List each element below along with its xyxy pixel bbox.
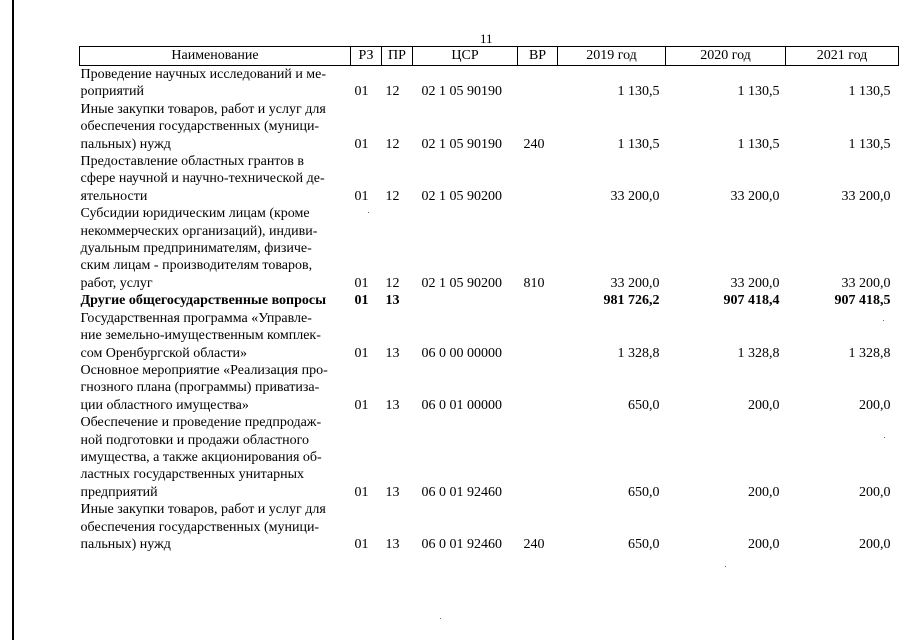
- value-2019-cell: 1 328,8: [617, 345, 660, 361]
- value-2021-cell: 1 130,5: [848, 84, 891, 100]
- rz-cell: 01: [354, 536, 369, 552]
- name-cell: Государственная программа «Управле- ние земельно-имущественным комплек- сом Оренбургской области»: [80, 310, 321, 361]
- value-2021-cell: 907 418,5: [834, 293, 891, 309]
- name-cell: Основное мероприятие «Реализация про- гнозного плана (программы) приватиза- ции областного имущества»: [80, 362, 328, 413]
- csr-cell: [413, 292, 518, 309]
- table-row: [80, 310, 899, 362]
- value-2020-cell: 907 418,4: [723, 293, 780, 309]
- name-cell: Иные закупки товаров, работ и услуг для обеспечения государственных (муници- пальных) нужд: [80, 101, 326, 152]
- pr-cell: 12: [385, 136, 400, 152]
- vr-cell: [518, 153, 558, 205]
- scan-speck: [725, 566, 726, 567]
- value-2019-cell: 33 200,0: [610, 188, 660, 204]
- csr-cell: 06 0 01 92460: [421, 536, 502, 552]
- scan-speck: [884, 437, 885, 438]
- value-2021-cell: 200,0: [859, 397, 891, 413]
- vr-cell: 810: [523, 275, 545, 291]
- csr-cell: 06 0 00 00000: [421, 345, 502, 361]
- header-vr: ВР: [518, 47, 558, 66]
- table-row: [80, 153, 899, 205]
- value-2020-cell: 33 200,0: [730, 188, 780, 204]
- value-2019-cell: 33 200,0: [610, 275, 660, 291]
- table-row: [80, 205, 899, 292]
- header-csr: ЦСР: [413, 47, 518, 66]
- csr-cell: 06 0 01 00000: [421, 397, 502, 413]
- pr-cell: 13: [385, 484, 400, 500]
- budget-table: [79, 46, 899, 553]
- header-rz: РЗ: [351, 47, 382, 66]
- name-cell: Субсидии юридическим лицам (кроме некоммерческих организаций), индиви- дуальным предпринимателям, физиче- ским лицам - производителям товаров, работ, услуг: [80, 206, 318, 291]
- name-cell: Проведение научных исследований и ме- роприятий: [80, 67, 327, 100]
- value-2019-cell: 981 726,2: [603, 293, 660, 309]
- header-2021: 2021 год: [786, 47, 899, 66]
- header-name: Наименование: [80, 47, 351, 66]
- value-2019-cell: 650,0: [628, 536, 660, 552]
- table-row: [80, 414, 899, 501]
- pr-cell: 13: [385, 397, 400, 413]
- table-row: [80, 66, 899, 101]
- pr-cell: 12: [385, 84, 400, 100]
- pr-cell: 13: [385, 345, 400, 361]
- scan-speck: [368, 212, 369, 213]
- rz-cell: 01: [354, 84, 369, 100]
- value-2020-cell: 33 200,0: [730, 275, 780, 291]
- value-2021-cell: 33 200,0: [841, 188, 891, 204]
- value-2020-cell: 1 328,8: [737, 345, 780, 361]
- value-2020-cell: 200,0: [748, 484, 780, 500]
- value-2020-cell: 200,0: [748, 397, 780, 413]
- page-number: 11: [480, 31, 493, 46]
- scan-speck: [440, 618, 441, 619]
- value-2021-cell: 200,0: [859, 536, 891, 552]
- csr-cell: 02 1 05 90190: [421, 136, 502, 152]
- value-2021-cell: 33 200,0: [841, 275, 891, 291]
- header-2020: 2020 год: [666, 47, 786, 66]
- table-row: [80, 501, 899, 553]
- vr-cell: [518, 414, 558, 501]
- csr-cell: 02 1 05 90200: [421, 188, 502, 204]
- value-2019-cell: 650,0: [628, 397, 660, 413]
- value-2021-cell: 200,0: [859, 484, 891, 500]
- rz-cell: 01: [354, 293, 369, 309]
- rz-cell: 01: [354, 188, 369, 204]
- name-cell: Обеспечение и проведение предпродаж- ной подготовки и продажи областного имущества, а также акционирования об- ластных государственных унитарных предприятий: [80, 415, 322, 500]
- table-body: [80, 66, 899, 554]
- rz-cell: 01: [354, 275, 369, 291]
- vr-cell: [518, 310, 558, 362]
- name-cell: Другие общегосударственные вопросы: [80, 293, 327, 309]
- table-header-row: [80, 47, 899, 66]
- value-2020-cell: 200,0: [748, 536, 780, 552]
- value-2020-cell: 1 130,5: [737, 84, 780, 100]
- rz-cell: 01: [354, 484, 369, 500]
- table-row: [80, 101, 899, 153]
- value-2020-cell: 1 130,5: [737, 136, 780, 152]
- header-2019: 2019 год: [558, 47, 666, 66]
- pr-cell: 12: [385, 188, 400, 204]
- name-cell: Предоставление областных грантов в сфере научной и научно-технической де- ятельности: [80, 154, 325, 204]
- pr-cell: 13: [385, 536, 400, 552]
- header-pr: ПР: [382, 47, 413, 66]
- vr-cell: [518, 362, 558, 414]
- rz-cell: 01: [354, 345, 369, 361]
- value-2019-cell: 650,0: [628, 484, 660, 500]
- table-row: [80, 292, 899, 309]
- vr-cell: [518, 292, 558, 309]
- value-2021-cell: 1 328,8: [848, 345, 891, 361]
- table-row: [80, 362, 899, 414]
- csr-cell: 02 1 05 90200: [421, 275, 502, 291]
- rz-cell: 01: [354, 397, 369, 413]
- pr-cell: 13: [385, 293, 400, 309]
- name-cell: Иные закупки товаров, работ и услуг для обеспечения государственных (муници- пальных) нужд: [80, 502, 326, 552]
- vr-cell: 240: [523, 536, 545, 552]
- csr-cell: 02 1 05 90190: [421, 84, 502, 100]
- csr-cell: 06 0 01 92460: [421, 484, 502, 500]
- scan-speck: [883, 320, 884, 321]
- vr-cell: 240: [523, 136, 545, 152]
- page-left-border: [12, 0, 14, 640]
- value-2019-cell: 1 130,5: [617, 136, 660, 152]
- pr-cell: 12: [385, 275, 400, 291]
- value-2019-cell: 1 130,5: [617, 84, 660, 100]
- value-2021-cell: 1 130,5: [848, 136, 891, 152]
- rz-cell: 01: [354, 136, 369, 152]
- vr-cell: [518, 66, 558, 101]
